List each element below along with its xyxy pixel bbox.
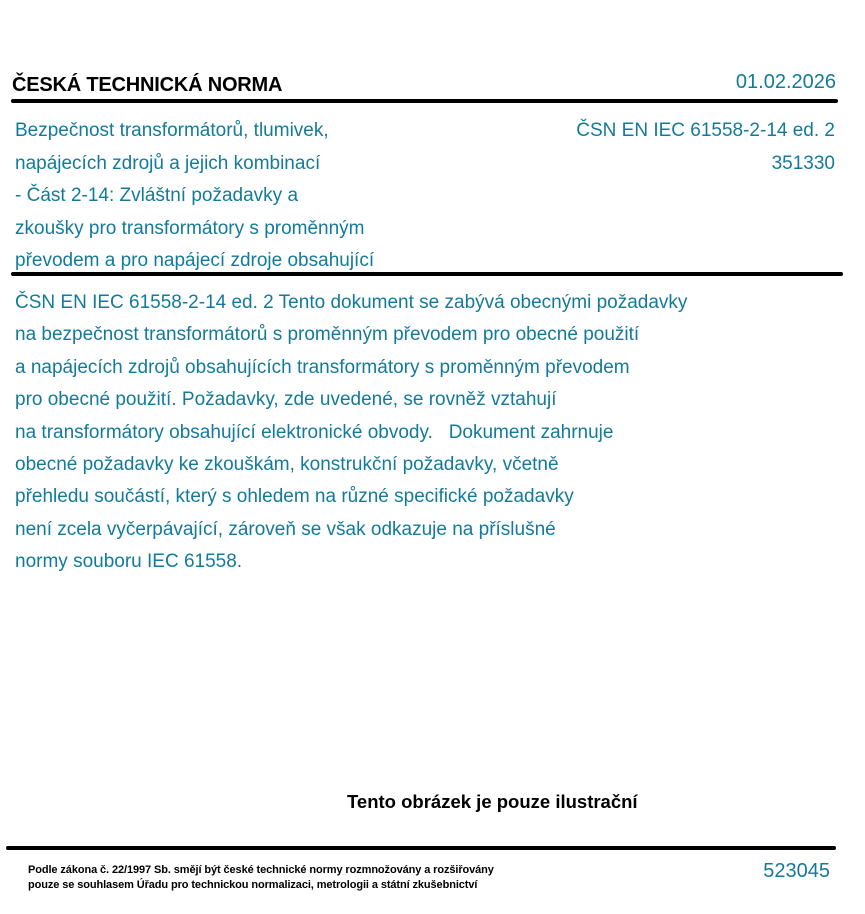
catalog-number: 523045 (763, 860, 830, 882)
title-line: převodem a pro napájecí zdroje obsahující (15, 250, 375, 271)
title-line: napájecích zdrojů a jejich kombinací (15, 152, 321, 174)
document-heading: ČESKÁ TECHNICKÁ NORMA (12, 74, 283, 96)
description-line: přehledu součástí, který s ohledem na různé specifické požadavky (15, 486, 574, 508)
description-line: normy souboru IEC 61558. (15, 551, 243, 573)
legal-line: Podle zákona č. 22/1997 Sb. smějí být české technické normy rozmnožovány a rozšiřovány (28, 864, 494, 876)
header-divider (11, 99, 838, 103)
title-line: Bezpečnost transformátorů, tlumivek, (15, 120, 329, 141)
title-line: - Část 2-14: Zvláštní požadavky a (15, 185, 299, 206)
class-number: 351330 (771, 152, 835, 174)
standard-code (576, 115, 835, 180)
description-line: obecné požadavky ke zkouškám, konstrukční požadavky, včetně (15, 454, 559, 476)
standard-designation: ČSN EN IEC 61558-2-14 ed. 2 (576, 120, 835, 141)
description-line: pro obecné použití. Požadavky, zde uvedené, se rovněž vztahují (15, 389, 557, 411)
description-line: ČSN EN IEC 61558-2-14 ed. 2 Tento dokument se zabývá obecnými požadavky (15, 292, 688, 313)
illustration-note: Tento obrázek je pouze ilustrační (347, 791, 638, 812)
description-line: na transformátory obsahující elektronické obvody. Dokument zahrnuje (15, 421, 614, 443)
publication-date: 01.02.2026 (735, 71, 836, 93)
legal-notice (28, 863, 494, 893)
description-line: a napájecích zdrojů obsahujících transformátory s proměnným převodem (15, 356, 630, 378)
legal-line: pouze se souhlasem Úřadu pro technickou normalizaci, metrologii a státní zkušebnictví (28, 879, 478, 891)
standard-title (15, 115, 455, 278)
description (15, 287, 815, 579)
footer-divider (6, 846, 836, 850)
title-line: zkoušky pro transformátory s proměnným (15, 217, 365, 239)
title-divider (11, 272, 843, 276)
description-line: není zcela vyčerpávající, zároveň se však odkazuje na příslušné (15, 518, 556, 540)
description-line: na bezpečnost transformátorů s proměnným převodem pro obecné použití (15, 324, 640, 346)
